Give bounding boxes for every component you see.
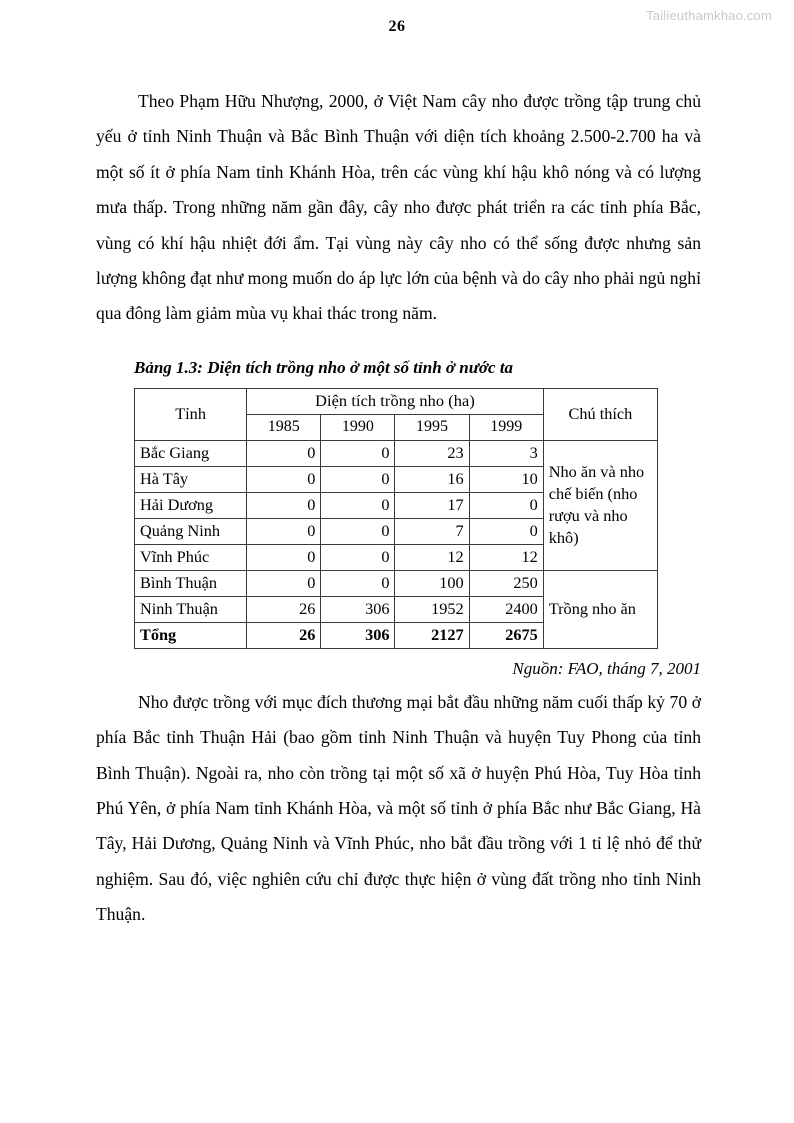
cell-1999: 250 [469,570,543,596]
cell-1985: 0 [247,544,321,570]
cell-1990: 0 [321,466,395,492]
table-container [134,388,658,649]
page-number: 26 [388,18,406,35]
cell-province: Hà Tây [135,466,247,492]
cell-1990: 306 [321,596,395,622]
cell-1995: 12 [395,544,469,570]
cell-1995: 17 [395,492,469,518]
cell-1990: 0 [321,492,395,518]
grape-area-table [134,388,658,649]
cell-1999: 2400 [469,596,543,622]
cell-note-processed: Nho ăn và nho chế biến (nho rượu và nho khô) [543,440,657,570]
header-area-group: Diện tích trồng nho (ha) [247,388,544,414]
cell-1995: 100 [395,570,469,596]
cell-1985: 0 [247,570,321,596]
header-province: Tỉnh [135,388,247,440]
header-year-1995: 1995 [395,414,469,440]
cell-note-table-grape: Trồng nho ăn [543,570,657,648]
cell-province: Tổng [135,622,247,648]
cell-1995: 1952 [395,596,469,622]
cell-province: Quảng Ninh [135,518,247,544]
cell-1999: 0 [469,492,543,518]
paragraph-one: Theo Phạm Hữu Nhượng, 2000, ở Việt Nam cây nho được trồng tập trung chủ yếu ở tỉnh Ninh Thuận và Bắc Bình Thuận với diện tích khoảng 2.500-2.700 ha và một số ít ở phía Nam tỉnh Khánh Hòa, trên các vùng khí hậu khô nóng và có lượng mưa thấp. Trong những năm gần đây, cây nho được phát triển ra các tỉnh phía Bắc, vùng có khí hậu nhiệt đới ẩm. Tại vùng này cây nho có thể sống được nhưng sản lượng không đạt như mong muốn do áp lực lớn của bệnh và do cây nho phải ngủ nghỉ qua đông làm giảm mùa vụ khai thác trong năm. [96,91,701,324]
table-caption: Bảng 1.3: Diện tích trồng nho ở một số tỉnh ở nước ta [134,357,514,377]
cell-1990: 0 [321,518,395,544]
cell-province: Vĩnh Phúc [135,544,247,570]
cell-1990: 0 [321,544,395,570]
table-head [135,388,658,440]
cell-1990: 306 [321,622,395,648]
table-row [135,570,658,596]
table-body [135,440,658,648]
header-year-1999: 1999 [469,414,543,440]
cell-1985: 0 [247,466,321,492]
cell-1985: 0 [247,518,321,544]
cell-1985: 26 [247,622,321,648]
cell-1999: 0 [469,518,543,544]
cell-province: Bắc Giang [135,440,247,466]
cell-1985: 0 [247,492,321,518]
cell-province: Ninh Thuận [135,596,247,622]
cell-1995: 2127 [395,622,469,648]
cell-1999: 3 [469,440,543,466]
header-year-1990: 1990 [321,414,395,440]
cell-1990: 0 [321,440,395,466]
cell-province: Hải Dương [135,492,247,518]
table-source: Nguồn: FAO, tháng 7, 2001 [512,658,701,678]
cell-1985: 26 [247,596,321,622]
cell-1995: 16 [395,466,469,492]
cell-1995: 23 [395,440,469,466]
watermark-text: Tailieuthamkhao.com [646,8,772,23]
header-year-1985: 1985 [247,414,321,440]
header-note: Chú thích [543,388,657,440]
page-content [96,84,701,933]
cell-1990: 0 [321,570,395,596]
table-row [135,440,658,466]
cell-1995: 7 [395,518,469,544]
cell-1985: 0 [247,440,321,466]
paragraph-two: Nho được trồng với mục đích thương mại bắt đầu những năm cuối thấp kỷ 70 ở phía Bắc tỉnh Thuận Hải (bao gồm tỉnh Ninh Thuận và huyện Tuy Phong của tỉnh Bình Thuận). Ngoài ra, nho còn trồng tại một số xã ở huyện Phú Hòa, Tuy Hòa tỉnh Phú Yên, ở phía Nam tỉnh Khánh Hòa, và một số tỉnh ở phía Bắc như Bắc Giang, Hà Tây, Hải Dương, Quảng Ninh và Vĩnh Phúc, nho bắt đầu trồng với 1 tỉ lệ nhỏ để thử nghiệm. Sau đó, việc nghiên cứu chỉ được thực hiện ở vùng đất trồng nho tỉnh Ninh Thuận. [96,691,701,925]
cell-province: Bình Thuận [135,570,247,596]
cell-1999: 10 [469,466,543,492]
cell-1999: 12 [469,544,543,570]
table-header-row-top [135,388,658,414]
cell-1999: 2675 [469,622,543,648]
